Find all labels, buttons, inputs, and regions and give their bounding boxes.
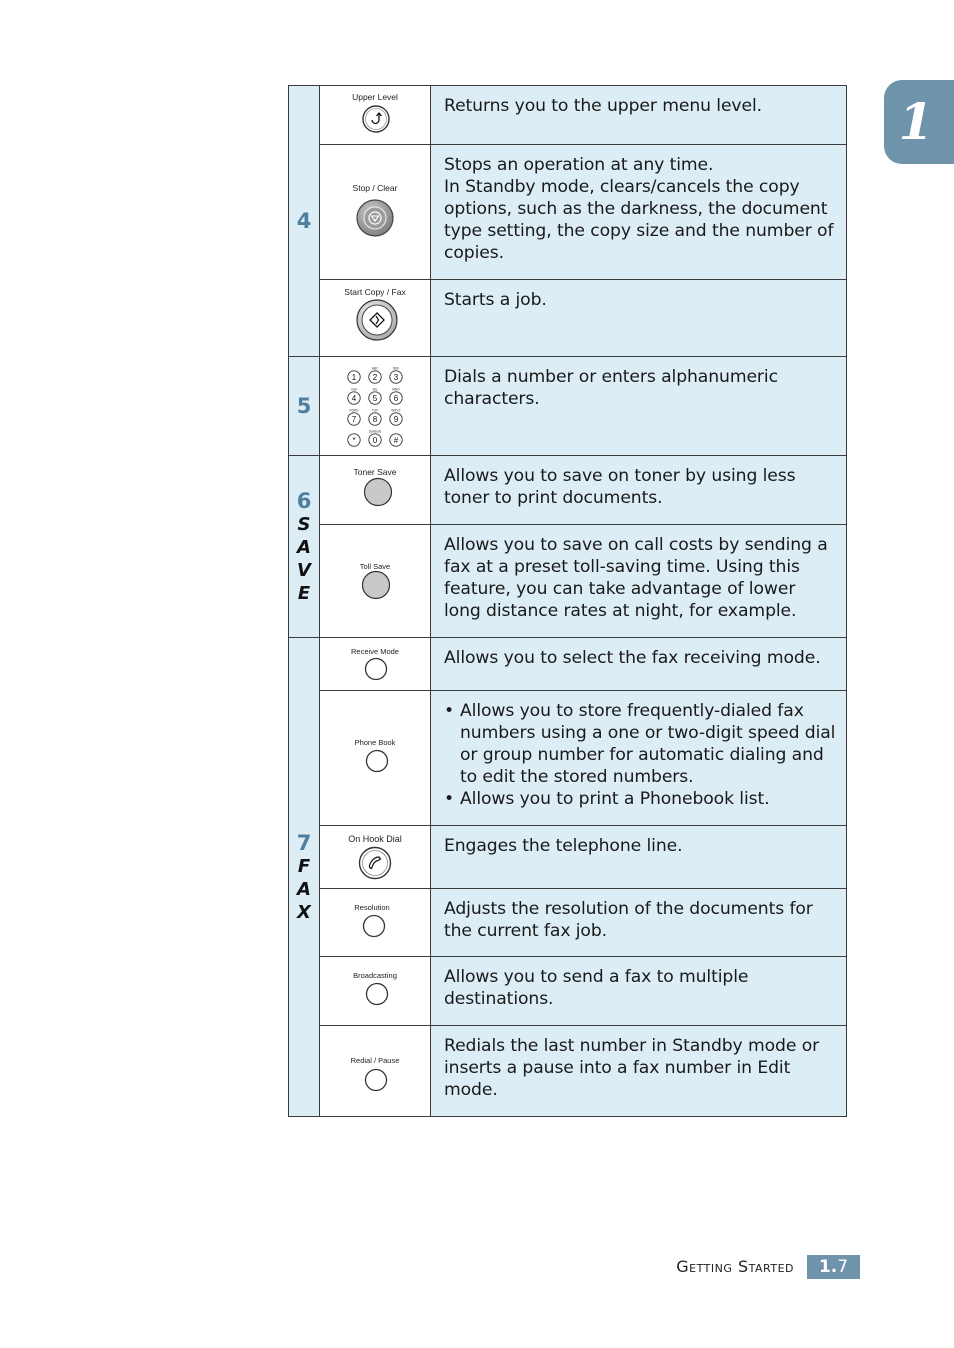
page-footer (600, 1255, 860, 1279)
keypad-key (369, 430, 382, 447)
bullet-list (444, 700, 836, 810)
start-button-cell (320, 280, 431, 357)
chapter-number: 1 (898, 92, 934, 151)
keypad-key-letters: WXYZ (391, 408, 401, 413)
keypad-key-label: 4 (351, 394, 357, 403)
button-label: Broadcasting (353, 971, 397, 980)
receive-mode-button-icon (364, 657, 388, 681)
table-row (289, 280, 847, 357)
table-row (289, 957, 847, 1026)
page-number (807, 1255, 860, 1279)
keypad-key (348, 371, 360, 383)
group-letters (289, 855, 319, 924)
redial-pause-button-icon (364, 1068, 388, 1092)
row-description: Engages the telephone line. (431, 826, 847, 889)
group-number: 5 (296, 394, 312, 418)
phone-handset-icon (358, 846, 392, 880)
row-description: Adjusts the resolution of the documents for the current fax job. (431, 889, 847, 957)
table-row (289, 525, 847, 638)
list-item: • Allows you to store frequently-dialed fax numbers using a one or two-digit speed dial or group number for automatic dialing and to edit the stored numbers. (444, 700, 836, 788)
row-description: Starts a job. (431, 280, 847, 357)
keypad-key-letters: DEF (392, 366, 400, 371)
table-row (289, 145, 847, 280)
broadcasting-button-cell (320, 957, 431, 1026)
page-number-minor: 7 (837, 1257, 849, 1277)
keypad-key-letters: Symbols (368, 429, 382, 434)
broadcasting-button-icon (365, 982, 389, 1006)
button-label: Redial / Pause (350, 1056, 400, 1065)
redial-pause-button-cell (320, 1026, 431, 1117)
row-description: Allows you to save on call costs by sending a fax at a preset toll-saving time. Using this feature, you can take advantage of lower long distance rates at night, for example. (431, 525, 847, 638)
row-description (431, 691, 847, 826)
number-keypad-icon (344, 363, 406, 451)
keypad-key-label: # (393, 436, 399, 445)
keypad-key-label: 5 (372, 394, 378, 403)
keypad-key-label: 9 (393, 415, 399, 424)
resolution-button-cell (320, 889, 431, 957)
stop-clear-button-cell (320, 145, 431, 280)
button-label: Upper Level (352, 92, 398, 102)
table-row (289, 638, 847, 691)
table-row (289, 86, 847, 145)
chapter-tab (884, 80, 954, 164)
button-label: Resolution (354, 903, 390, 912)
keypad-key (390, 434, 402, 446)
phone-book-button-icon (365, 749, 389, 773)
footer-section-title: Getting Started (676, 1257, 794, 1276)
keypad-key (369, 409, 381, 426)
group-letter: X (297, 901, 311, 923)
table-row (289, 357, 847, 456)
keypad-key-label: 1 (351, 373, 357, 382)
control-panel-key-table (288, 85, 847, 1117)
upper-level-button-cell (320, 86, 431, 145)
keypad-key-label: 7 (351, 415, 357, 424)
group-number: 7 (296, 830, 312, 855)
keypad-key (390, 388, 402, 405)
toll-save-button-cell (320, 525, 431, 638)
button-label: Start Copy / Fax (344, 287, 406, 297)
group-number: 6 (296, 488, 312, 513)
table-row (289, 691, 847, 826)
resolution-button-icon (362, 914, 386, 938)
row-description: Allows you to save on toner by using less toner to print documents. (431, 456, 847, 525)
row-description: Stops an operation at any time. In Standby mode, clears/cancels the copy options, such as the darkness, the document type setting, the copy size and the number of copies. (431, 145, 847, 280)
keypad-key (348, 388, 360, 405)
keypad-key-letters: JKL (372, 387, 378, 392)
keypad-key-label: 2 (372, 373, 378, 382)
group-letter: S (297, 513, 311, 535)
keypad-key (390, 409, 402, 426)
button-label: Toll Save (359, 562, 391, 571)
keypad-key-label: * (352, 436, 356, 445)
keypad-key-label: 0 (372, 436, 378, 445)
row-description: Redials the last number in Standby mode or inserts a pause into a fax number in Edit mode. (431, 1026, 847, 1117)
button-label: On Hook Dial (348, 834, 402, 844)
toner-save-button-cell (320, 456, 431, 525)
table-row (289, 456, 847, 525)
group-number: 4 (296, 209, 312, 233)
button-label: Phone Book (354, 738, 396, 747)
start-button-icon (356, 299, 398, 341)
group-4-cell (289, 86, 320, 357)
keypad-key-label: 6 (393, 394, 399, 403)
keypad-key-label: 3 (393, 373, 399, 382)
row-description: Dials a number or enters alphanumeric characters. (431, 357, 847, 456)
keypad-key-label: 8 (372, 415, 378, 424)
keypad-key (369, 367, 381, 384)
keypad-key-letters: PQRS (349, 408, 359, 413)
keypad-key (348, 434, 360, 446)
group-7-fax-cell (289, 638, 320, 1117)
toll-save-button-icon (361, 570, 391, 600)
group-5-cell (289, 357, 320, 456)
button-label: Toner Save (353, 467, 397, 477)
keypad-key-letters: GHI (351, 387, 357, 392)
group-letter: A (297, 878, 311, 900)
group-letter: A (297, 536, 311, 558)
row-description: Returns you to the upper menu level. (431, 86, 847, 145)
group-letters (289, 513, 319, 605)
group-6-save-cell (289, 456, 320, 638)
toner-save-button-icon (363, 477, 393, 507)
phone-book-button-cell (320, 691, 431, 826)
stop-button-icon (356, 199, 394, 237)
keypad-key (390, 367, 402, 384)
button-label: Stop / Clear (352, 183, 398, 193)
group-letter: E (297, 582, 311, 604)
keypad-key-letters: ABC (371, 366, 379, 371)
page-number-major: 1. (818, 1257, 838, 1277)
receive-mode-button-cell (320, 638, 431, 691)
table-row (289, 826, 847, 889)
list-item: • Allows you to print a Phonebook list. (444, 788, 836, 810)
group-letter: V (297, 559, 311, 581)
table-row (289, 889, 847, 957)
row-description: Allows you to send a fax to multiple destinations. (431, 957, 847, 1026)
row-description: Allows you to select the fax receiving mode. (431, 638, 847, 691)
on-hook-dial-button-cell (320, 826, 431, 889)
keypad-key (369, 388, 381, 405)
keypad-key-letters: MNO (392, 387, 400, 392)
keypad-key (348, 409, 360, 426)
group-letter: F (297, 855, 311, 877)
upper-level-button-icon (361, 104, 391, 134)
button-label: Receive Mode (351, 647, 399, 656)
number-keypad-cell (320, 357, 431, 456)
table-row (289, 1026, 847, 1117)
keypad-key-letters: TUV (371, 408, 379, 413)
